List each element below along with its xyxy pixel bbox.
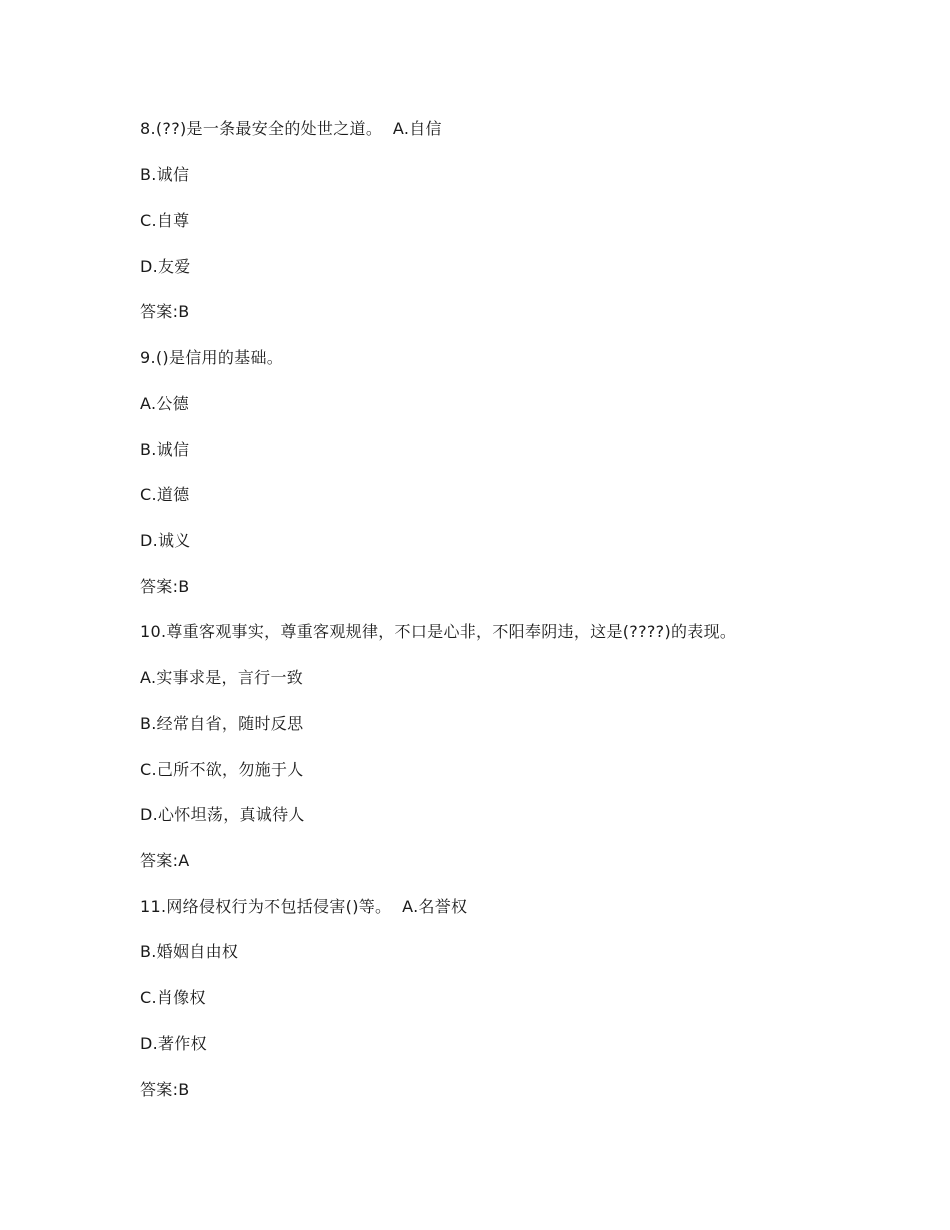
question-9-option-b: B.诚信 <box>140 440 190 459</box>
question-8-stem: 8.(??)是一条最安全的处世之道。 A.自信 <box>140 119 442 138</box>
question-11-option-d: D.著作权 <box>140 1034 207 1053</box>
question-9-option-a: A.公德 <box>140 394 189 413</box>
question-8-answer: 答案:B <box>140 302 190 321</box>
question-10-option-a: A.实事求是，言行一致 <box>140 668 304 687</box>
question-8-option-d: D.友爱 <box>140 257 191 276</box>
question-10-option-b: B.经常自省，随时反思 <box>140 714 304 733</box>
question-9-option-c: C.道德 <box>140 485 190 504</box>
question-8-option-c: C.自尊 <box>140 211 190 230</box>
question-9-answer: 答案:B <box>140 577 190 596</box>
question-11-option-c: C.肖像权 <box>140 988 206 1007</box>
question-11-stem: 11.网络侵权行为不包括侵害()等。 A.名誉权 <box>140 897 468 916</box>
question-9-stem: 9.()是信用的基础。 <box>140 348 284 367</box>
question-10-stem: 10.尊重客观事实，尊重客观规律，不口是心非，不阳奉阴违，这是(????)的表现。 <box>140 622 737 641</box>
question-11-answer: 答案:B <box>140 1080 190 1099</box>
question-10-answer: 答案:A <box>140 851 190 870</box>
question-10-option-c: C.己所不欲，勿施于人 <box>140 760 304 779</box>
question-11-option-b: B.婚姻自由权 <box>140 942 239 961</box>
question-8-option-b: B.诚信 <box>140 165 190 184</box>
question-9-option-d: D.诚义 <box>140 531 191 550</box>
question-10-option-d: D.心怀坦荡，真诚待人 <box>140 805 305 824</box>
